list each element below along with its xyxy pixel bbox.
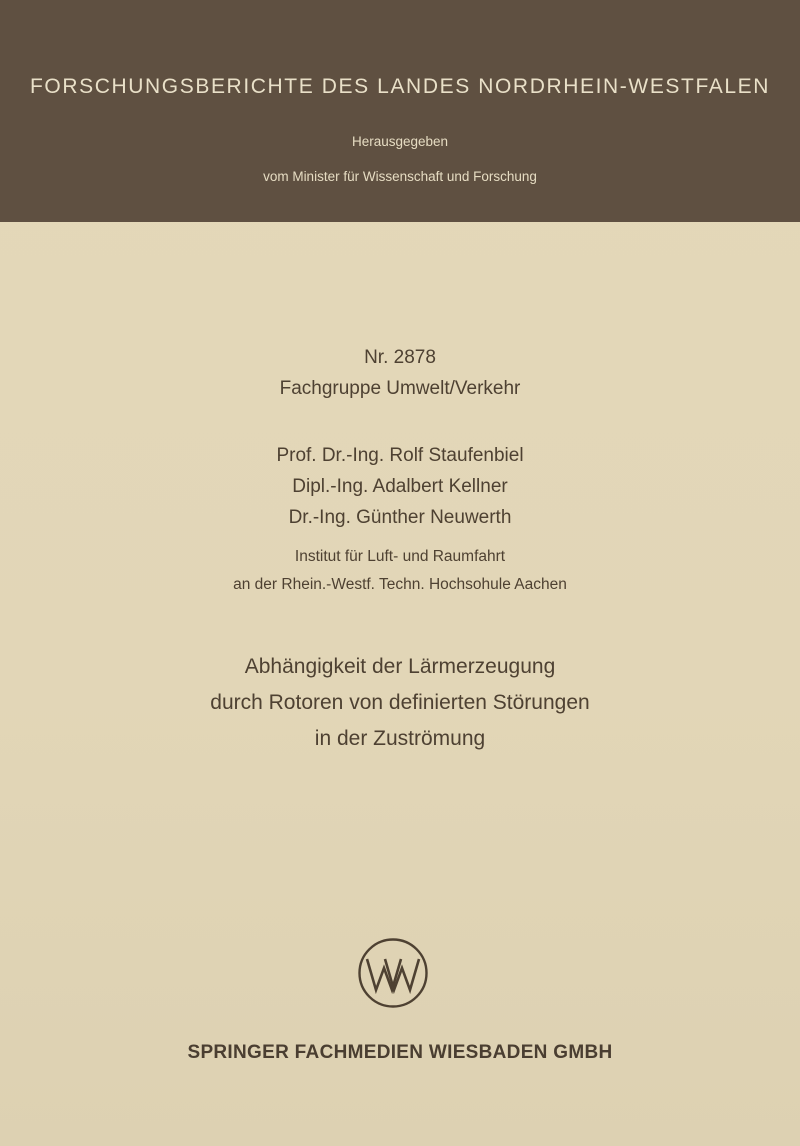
- author-list: [0, 440, 800, 533]
- report-number: Nr. 2878: [364, 347, 436, 368]
- institute-block: [0, 543, 800, 599]
- series-title: FORSCHUNGSBERICHTE DES LANDES NORDRHEIN-WESTFALEN: [30, 75, 770, 98]
- report-group: Fachgruppe Umwelt/Verkehr: [279, 378, 521, 399]
- author-name: Dr.-Ing. Günther Neuwerth: [288, 507, 512, 528]
- publisher-name: SPRINGER FACHMEDIEN WIESBADEN GMBH: [187, 1042, 613, 1063]
- editor-line: vom Minister für Wissenschaft und Forschung: [263, 169, 537, 184]
- institute-line: Institut für Luft- und Raumfahrt: [294, 548, 506, 565]
- book-title: [0, 649, 800, 757]
- author-name: Dipl.-Ing. Adalbert Kellner: [292, 476, 508, 497]
- title-line: Abhängigkeit der Lärmerzeugung: [244, 655, 556, 678]
- institute-line: an der Rhein.-Westf. Techn. Hochsohule Aachen: [233, 576, 567, 593]
- author-name: Prof. Dr.-Ing. Rolf Staufenbiel: [276, 445, 524, 466]
- header-band: [0, 0, 800, 222]
- edited-label: Herausgegeben: [351, 134, 449, 149]
- title-line: in der Zuströmung: [314, 727, 486, 750]
- title-line: durch Rotoren von definierten Störungen: [210, 691, 590, 714]
- publisher-logo-icon: [357, 937, 429, 1009]
